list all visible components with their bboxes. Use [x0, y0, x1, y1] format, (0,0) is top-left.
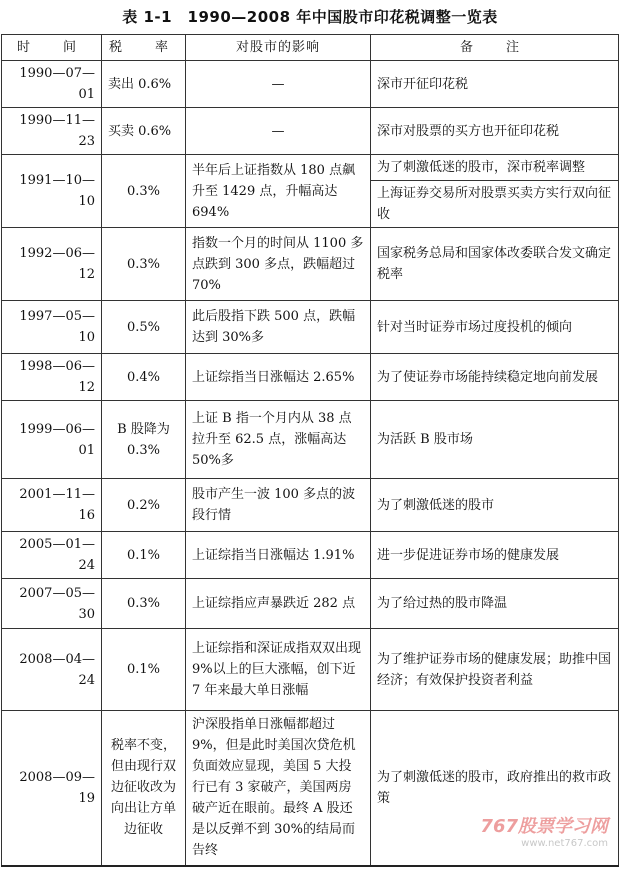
cell-rate: 买卖 0.6%: [102, 108, 186, 155]
table-row: [2, 155, 619, 228]
stamp-tax-table: [1, 34, 619, 867]
cell-impact: 此后股指下跌 500 点，跌幅达到 30%多: [186, 301, 371, 354]
header-note: 备 注: [371, 35, 619, 61]
table-row: [2, 354, 619, 401]
cell-impact: 上证 B 指一个月内从 38 点拉升至 62.5 点，涨幅高达 50%多: [186, 401, 371, 479]
cell-rate: 0.3%: [102, 579, 186, 629]
cell-rate: 0.4%: [102, 354, 186, 401]
note-text: 为活跃 B 股市场: [377, 432, 473, 447]
cell-date: 2005—01—24: [2, 532, 102, 579]
cell-note: [371, 401, 619, 479]
note-text: 为了刺激低迷的股市: [377, 497, 495, 513]
note-text: 为了刺激低迷的股市，政府推出的救市政策: [377, 769, 612, 806]
cell-note: [371, 155, 619, 228]
cell-date: 1992—06—12: [2, 228, 102, 301]
cell-impact: 沪深股指单日涨幅都超过 9%，但是此时美国次贷危机负面效应显现，美国 5 大投行已有 3 家破产，美国两房破产近在眼前。最终 A 股还是以反弹不到 30%的结局而告终: [186, 711, 371, 866]
cell-note: [371, 61, 619, 108]
table-row: [2, 108, 619, 155]
note-text: 为了使证券市场能持续稳定地向前发展: [377, 369, 599, 385]
cell-impact: 股市产生一波 100 多点的波段行情: [186, 479, 371, 532]
header-impact: 对股市的影响: [186, 35, 371, 61]
cell-impact: 半年后上证指数从 180 点飙升至 1429 点，升幅高达 694%: [186, 155, 371, 228]
table-row: [2, 532, 619, 579]
cell-note: [371, 629, 619, 711]
cell-impact: —: [186, 61, 371, 108]
header-row: [2, 35, 619, 61]
cell-date: 2007—05—30: [2, 579, 102, 629]
note-text: 为了维护证券市场的健康发展；助推中国经济；有效保护投资者利益: [377, 651, 612, 688]
cell-note: [371, 532, 619, 579]
cell-impact: 上证综指和深证成指双双出现 9%以上的巨大涨幅，创下近 7 年来最大单日涨幅: [186, 629, 371, 711]
cell-note: [371, 108, 619, 155]
cell-note: [371, 354, 619, 401]
cell-rate: 税率不变，但由现行双边征收改为向出让方单边征收: [102, 711, 186, 866]
table-body: [2, 61, 619, 866]
cell-rate: 0.2%: [102, 479, 186, 532]
cell-date: 1997—05—10: [2, 301, 102, 354]
cell-impact: 上证综指应声暴跌近 282 点: [186, 579, 371, 629]
table-row: [2, 301, 619, 354]
cell-impact: —: [186, 108, 371, 155]
cell-date: 1999—06—01: [2, 401, 102, 479]
cell-date: 2001—11—16: [2, 479, 102, 532]
note-text: 深市开征印花税: [377, 76, 469, 92]
cell-date: 1991—10—10: [2, 155, 102, 228]
table-row: [2, 401, 619, 479]
cell-note: [371, 301, 619, 354]
cell-date: 1990—11—23: [2, 108, 102, 155]
cell-note: [371, 479, 619, 532]
table-row: [2, 61, 619, 108]
watermark-brand: 767股票学习网: [480, 816, 608, 837]
cell-date: 1990—07—01: [2, 61, 102, 108]
cell-impact: 上证综指当日涨幅达 2.65%: [186, 354, 371, 401]
cell-date: 2008—09—19: [2, 711, 102, 866]
cell-note: [371, 228, 619, 301]
cell-impact: 上证综指当日涨幅达 1.91%: [186, 532, 371, 579]
cell-date: 1998—06—12: [2, 354, 102, 401]
site-watermark: [480, 812, 608, 849]
table-title: 表 1-1 1990—2008 年中国股市印花税调整一览表: [122, 8, 498, 26]
header-date: 时 间: [2, 35, 102, 61]
cell-rate: 0.3%: [102, 228, 186, 301]
table-row: [2, 479, 619, 532]
note-text: 深市对股票的买方也开征印花税: [377, 123, 560, 139]
cell-rate: 0.3%: [102, 155, 186, 228]
cell-rate: B 股降为 0.3%: [102, 401, 186, 479]
header-rate: 税 率: [102, 35, 186, 61]
table-row: [2, 579, 619, 629]
cell-rate: 0.1%: [102, 629, 186, 711]
note-text: 为了给过热的股市降温: [377, 596, 508, 611]
cell-date: 2008—04—24: [2, 629, 102, 711]
note-text: 为了刺激低迷的股市，深市税率调整: [377, 160, 586, 175]
cell-rate: 0.1%: [102, 532, 186, 579]
note-text: 进一步促进证券市场的健康发展: [377, 547, 560, 563]
cell-rate: 0.5%: [102, 301, 186, 354]
note-text: 针对当时证券市场过度投机的倾向: [377, 319, 573, 335]
note-text: 国家税务总局和国家体改委联合发文确定税率: [377, 246, 612, 282]
cell-note: [371, 579, 619, 629]
table-row: [2, 228, 619, 301]
watermark-url: www.net767.com: [521, 838, 608, 849]
cell-rate: 卖出 0.6%: [102, 61, 186, 108]
note-text: 上海证券交易所对股票买卖方实行双向征收: [371, 180, 618, 225]
table-row: [2, 629, 619, 711]
cell-impact: 指数一个月的时间从 1100 多点跌到 300 多点，跌幅超过 70%: [186, 228, 371, 301]
